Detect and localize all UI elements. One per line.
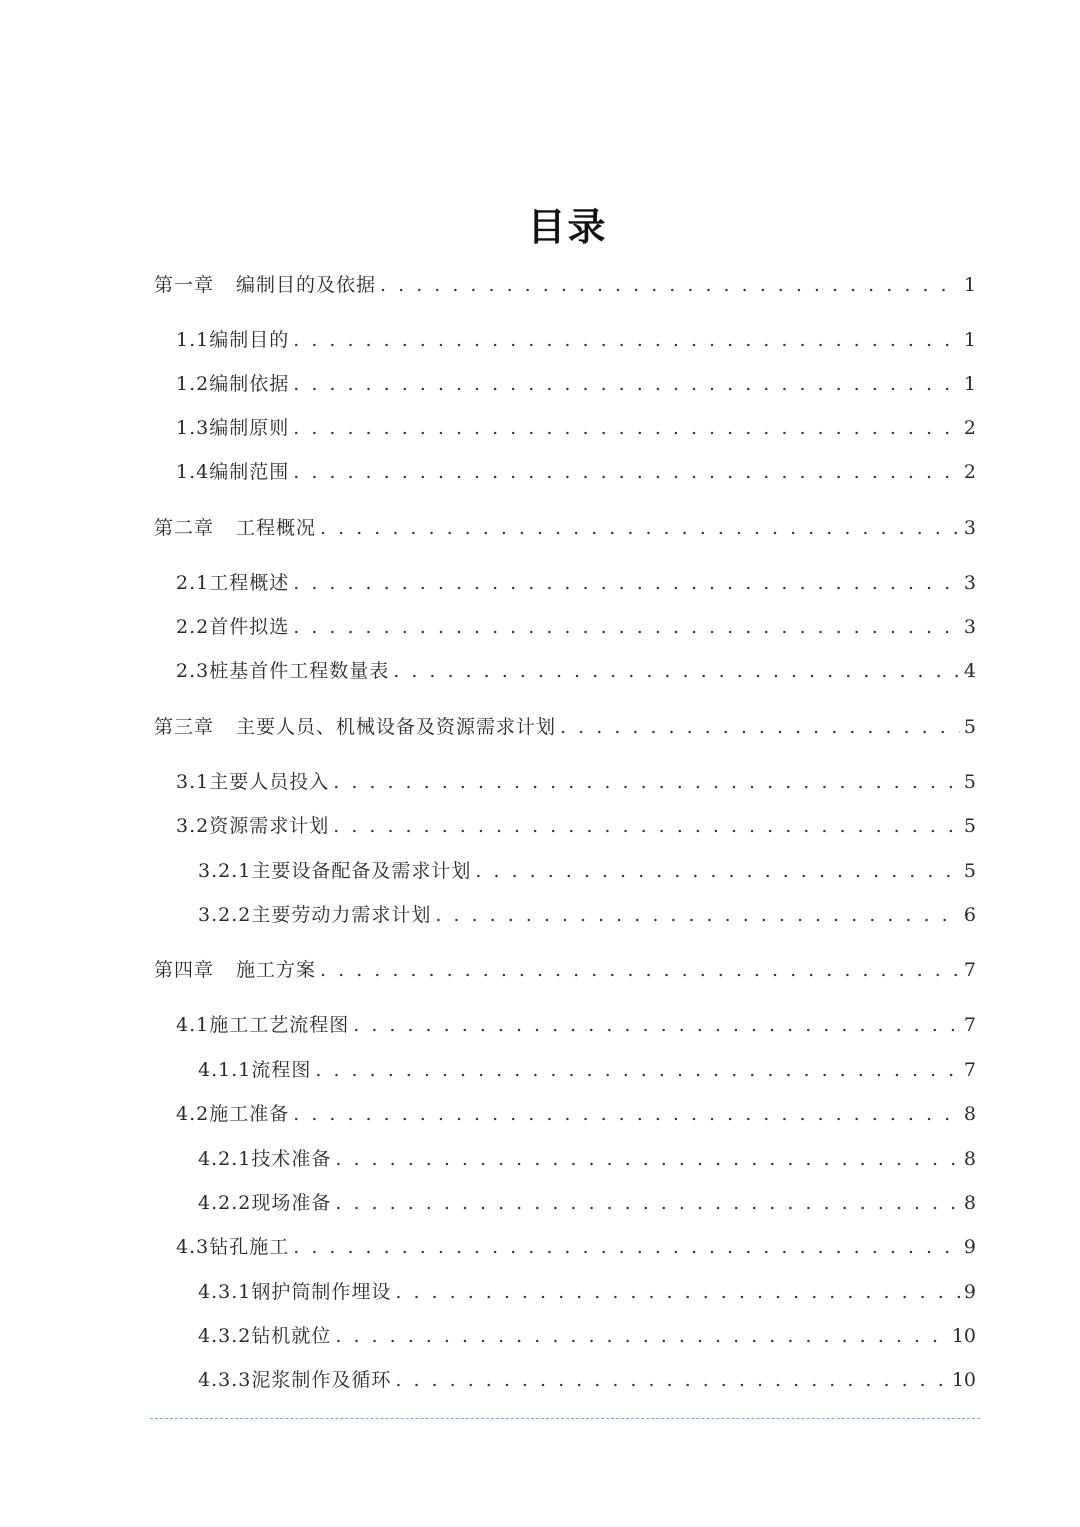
toc-page-number: 10 bbox=[951, 1369, 976, 1391]
toc-entry-number: 2.1 bbox=[176, 572, 210, 594]
toc-dot-leader bbox=[293, 326, 960, 354]
toc-page-number: 9 bbox=[963, 1236, 976, 1258]
toc-dot-leader bbox=[395, 1366, 947, 1394]
toc-entry-number: 1.1 bbox=[176, 329, 210, 351]
toc-entry[interactable] bbox=[176, 458, 976, 486]
toc-entry-number: 3.1 bbox=[176, 771, 210, 793]
toc-entry[interactable] bbox=[176, 812, 976, 840]
toc-entry-number: 4.2.1 bbox=[198, 1148, 252, 1170]
toc-entry-title: 钻机就位 bbox=[251, 1325, 332, 1347]
toc-entry-number: 2.2 bbox=[176, 616, 210, 638]
page-footer-divider bbox=[150, 1418, 980, 1419]
toc-page-number: 7 bbox=[963, 1014, 976, 1036]
toc-page-number: 7 bbox=[963, 959, 976, 981]
toc-dot-leader bbox=[435, 901, 960, 929]
toc-entry[interactable] bbox=[198, 1189, 976, 1217]
toc-dot-leader bbox=[293, 370, 960, 398]
toc-chapter-entry[interactable] bbox=[154, 271, 976, 299]
toc-dot-leader bbox=[293, 569, 960, 597]
toc-dot-leader bbox=[333, 812, 960, 840]
toc-dot-leader bbox=[560, 713, 960, 741]
toc-entry-number: 第二章 bbox=[154, 517, 215, 539]
toc-entry-number: 4.3.1 bbox=[198, 1281, 252, 1303]
toc-page-number: 4 bbox=[963, 660, 976, 682]
toc-entry[interactable] bbox=[198, 901, 976, 929]
toc-page-number: 8 bbox=[963, 1103, 976, 1125]
toc-entry-title: 泥浆制作及循环 bbox=[251, 1369, 392, 1391]
toc-entry-number: 1.3 bbox=[176, 417, 210, 439]
toc-entry-title: 主要设备配备及需求计划 bbox=[251, 860, 472, 882]
toc-dot-leader bbox=[393, 657, 960, 685]
toc-page-number: 5 bbox=[963, 771, 976, 793]
toc-entry[interactable] bbox=[176, 326, 976, 354]
toc-entry[interactable] bbox=[176, 768, 976, 796]
toc-dot-leader bbox=[320, 514, 960, 542]
toc-entry[interactable] bbox=[176, 1011, 976, 1039]
toc-entry-title: 主要人员、机械设备及资源需求计划 bbox=[236, 716, 557, 738]
toc-entry-title: 现场准备 bbox=[251, 1192, 332, 1214]
toc-chapter-entry[interactable] bbox=[154, 956, 976, 984]
toc-entry-title: 资源需求计划 bbox=[209, 815, 330, 837]
toc-page-number: 3 bbox=[963, 616, 976, 638]
toc-dot-leader bbox=[293, 458, 960, 486]
toc-entry-title: 编制范围 bbox=[209, 461, 290, 483]
toc-entry[interactable] bbox=[198, 857, 976, 885]
toc-page-number: 9 bbox=[963, 1281, 976, 1303]
toc-entry[interactable] bbox=[176, 657, 976, 685]
toc-entry-number: 4.1.1 bbox=[198, 1059, 252, 1081]
toc-entry-title: 首件拟选 bbox=[209, 616, 290, 638]
toc-page-number: 2 bbox=[963, 461, 976, 483]
toc-entry-title: 钢护筒制作埋设 bbox=[251, 1281, 392, 1303]
toc-page-number: 2 bbox=[963, 417, 976, 439]
toc-dot-leader bbox=[293, 1233, 960, 1261]
toc-page-number: 5 bbox=[963, 716, 976, 738]
toc-dot-leader bbox=[320, 956, 960, 984]
toc-entry-number: 4.3.3 bbox=[198, 1369, 252, 1391]
toc-page-number: 5 bbox=[963, 860, 976, 882]
toc-entry[interactable] bbox=[198, 1056, 976, 1084]
toc-dot-leader bbox=[293, 613, 960, 641]
toc-entry-number: 4.1 bbox=[176, 1014, 210, 1036]
toc-dot-leader bbox=[315, 1056, 960, 1084]
toc-entry-title: 编制目的 bbox=[209, 329, 290, 351]
toc-dot-leader bbox=[335, 1145, 960, 1173]
toc-page-number: 1 bbox=[963, 274, 976, 296]
toc-entry[interactable] bbox=[176, 569, 976, 597]
toc-chapter-entry[interactable] bbox=[154, 713, 976, 741]
toc-dot-leader bbox=[335, 1189, 960, 1217]
toc-entry-title: 技术准备 bbox=[251, 1148, 332, 1170]
toc-entry-title: 编制目的及依据 bbox=[236, 274, 377, 296]
toc-entry[interactable] bbox=[176, 370, 976, 398]
toc-entry[interactable] bbox=[198, 1322, 976, 1350]
toc-page-number: 10 bbox=[951, 1325, 976, 1347]
toc-dot-leader bbox=[380, 271, 960, 299]
toc-entry-title: 施工工艺流程图 bbox=[209, 1014, 350, 1036]
toc-page-number: 5 bbox=[963, 815, 976, 837]
toc-entry-title: 工程概况 bbox=[236, 517, 317, 539]
toc-entry-title: 编制依据 bbox=[209, 373, 290, 395]
toc-page-number: 6 bbox=[963, 904, 976, 926]
toc-page-number: 1 bbox=[963, 329, 976, 351]
toc-page-number: 7 bbox=[963, 1059, 976, 1081]
toc-entry-number: 4.3.2 bbox=[198, 1325, 252, 1347]
toc-chapter-entry[interactable] bbox=[154, 514, 976, 542]
toc-entry-number: 4.2 bbox=[176, 1103, 210, 1125]
toc-entry-number: 3.2.2 bbox=[198, 904, 252, 926]
toc-entry[interactable] bbox=[176, 1233, 976, 1261]
toc-page-number: 3 bbox=[963, 517, 976, 539]
toc-page-number: 8 bbox=[963, 1148, 976, 1170]
toc-dot-leader bbox=[475, 857, 960, 885]
toc-entry-title: 编制原则 bbox=[209, 417, 290, 439]
toc-entry-number: 2.3 bbox=[176, 660, 210, 682]
toc-dot-leader bbox=[353, 1011, 960, 1039]
toc-entry[interactable] bbox=[176, 1100, 976, 1128]
toc-entry-title: 桩基首件工程数量表 bbox=[209, 660, 390, 682]
toc-page-number: 3 bbox=[963, 572, 976, 594]
toc-entry-number: 4.2.2 bbox=[198, 1192, 252, 1214]
toc-entry-title: 主要人员投入 bbox=[209, 771, 330, 793]
toc-entry-number: 1.2 bbox=[176, 373, 210, 395]
toc-entry-number: 3.2 bbox=[176, 815, 210, 837]
toc-entry[interactable] bbox=[198, 1366, 976, 1394]
toc-entry-title: 工程概述 bbox=[209, 572, 290, 594]
toc-entry-number: 4.3 bbox=[176, 1236, 210, 1258]
toc-dot-leader bbox=[293, 1100, 960, 1128]
toc-entry[interactable] bbox=[176, 613, 976, 641]
toc-page-number: 1 bbox=[963, 373, 976, 395]
toc-entry-title: 钻孔施工 bbox=[209, 1236, 290, 1258]
toc-entry-title: 流程图 bbox=[251, 1059, 312, 1081]
toc-entry-number: 第四章 bbox=[154, 959, 215, 981]
toc-page-number: 8 bbox=[963, 1192, 976, 1214]
toc-dot-leader bbox=[333, 768, 960, 796]
toc-entry-number: 第一章 bbox=[154, 274, 215, 296]
toc-entry-title: 施工方案 bbox=[236, 959, 317, 981]
toc-entry-number: 3.2.1 bbox=[198, 860, 252, 882]
toc-entry[interactable] bbox=[176, 414, 976, 442]
toc-title: 目录 bbox=[527, 205, 608, 249]
toc-entry[interactable] bbox=[198, 1145, 976, 1173]
toc-entry-title: 施工准备 bbox=[209, 1103, 290, 1125]
toc-dot-leader bbox=[293, 414, 960, 442]
toc-entry-number: 1.4 bbox=[176, 461, 210, 483]
toc-dot-leader bbox=[335, 1322, 947, 1350]
toc-entry[interactable] bbox=[198, 1278, 976, 1306]
toc-dot-leader bbox=[395, 1278, 960, 1306]
toc-entry-number: 第三章 bbox=[154, 716, 215, 738]
toc-entry-title: 主要劳动力需求计划 bbox=[251, 904, 432, 926]
